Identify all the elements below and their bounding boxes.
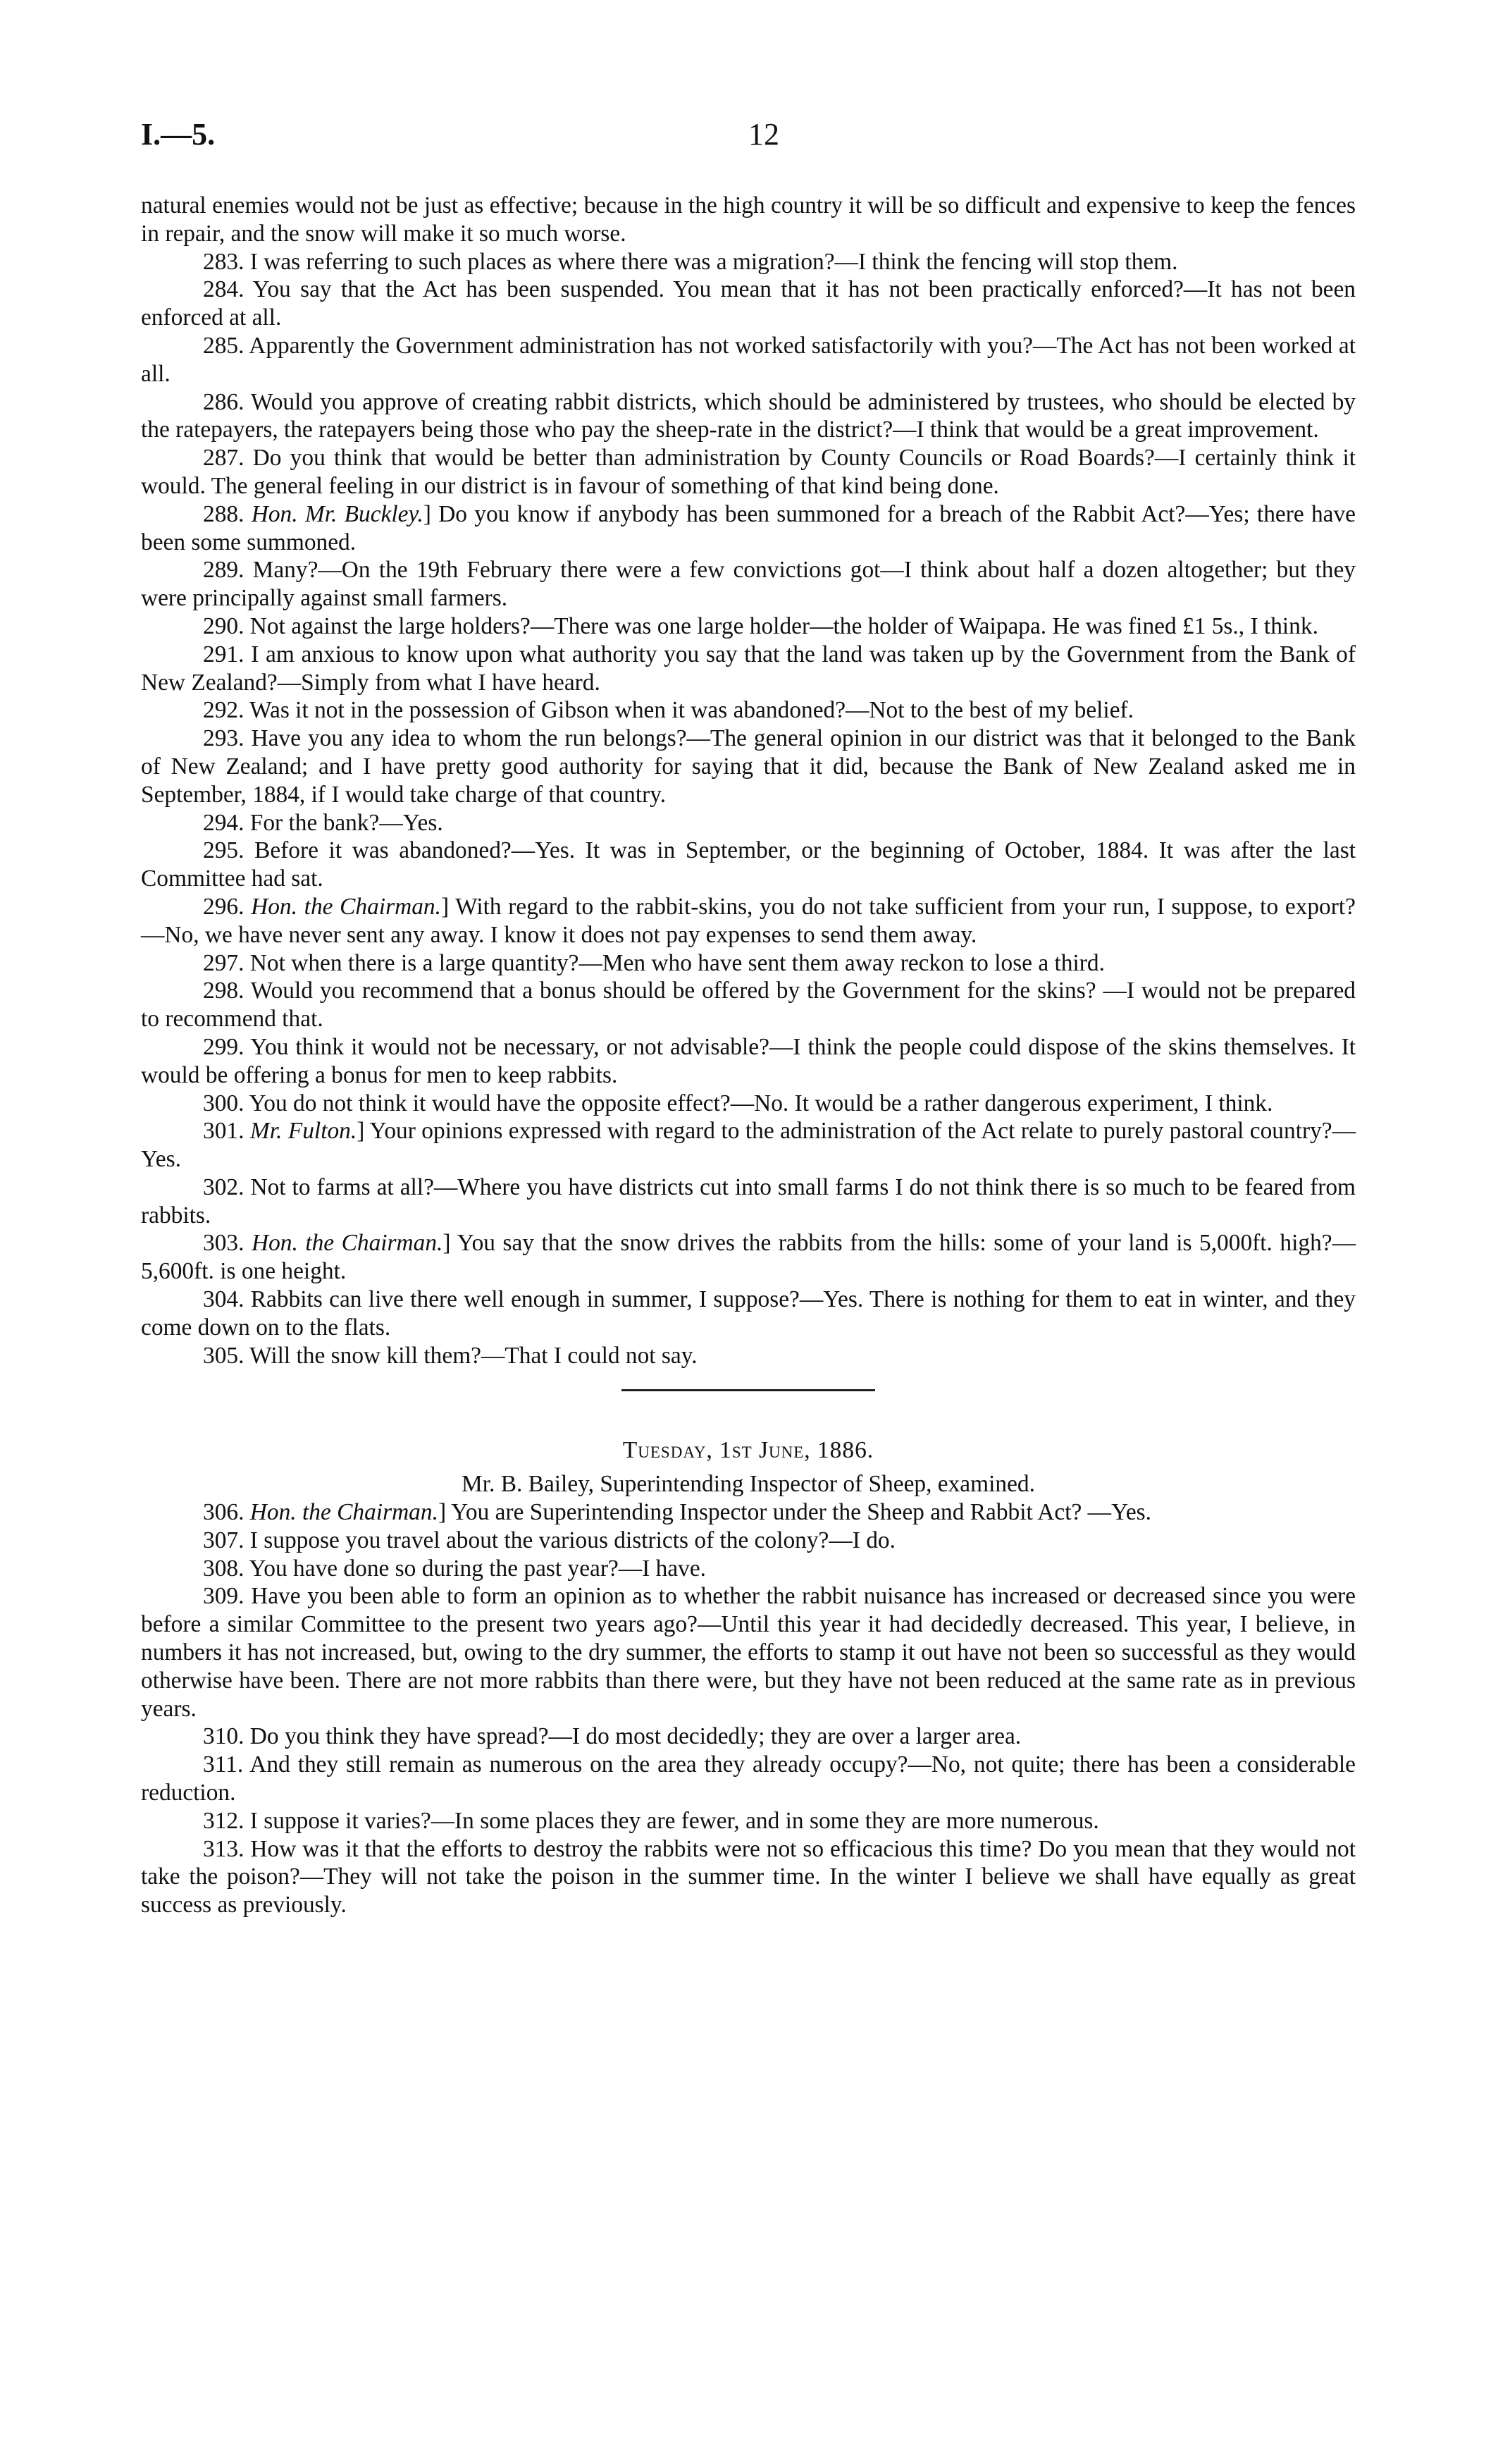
question-text: ] You say that the snow drives the rabbits from the hills: some of your land is 5,000ft. high?—5,600ft. is one height. (141, 1230, 1356, 1285)
page-header (0, 116, 1498, 159)
speaker-name: Hon. the Chairman. (251, 1230, 443, 1257)
question-297: 297. Not when there is a large quantity?—Men who have sent them away reckon to lose a third. (203, 949, 1105, 976)
session-date: Tuesday, 1st June, 1886. (622, 1437, 874, 1464)
question-308: 308. You have done so during the past year?—I have. (203, 1555, 707, 1582)
question-310: 310. Do you think they have spread?—I do most decidedly; they are over a larger area. (203, 1723, 1022, 1750)
question-number: 303. (203, 1230, 244, 1257)
question-number: 288. (203, 500, 244, 527)
question-290: 290. Not against the large holders?—There was one large holder—the holder of Waipapa. He was fined £1 5s., I think. (203, 612, 1318, 639)
speaker-name: Hon. Mr. Buckley. (251, 500, 423, 527)
speaker-name: Mr. Fulton. (249, 1118, 357, 1145)
question-302: 302. Not to farms at all?—Where you have districts cut into small farms I do not think there is so much to be feared from rabbits. (141, 1174, 1356, 1228)
question-296 (141, 893, 1356, 949)
question-313: 313. How was it that the efforts to destroy the rabbits were not so efficacious this time? Do you mean that they would not take the poison?—They will not take the poison in the summer time. In the winter I believe we shall have equally as great success as previously. (141, 1835, 1356, 1918)
question-309: 309. Have you been able to form an opinion as to whether the rabbit nuisance has increased or decreased since you were before a similar Committee to the present two years ago?—Until this year it had decidedly decreased. This year, I believe, in numbers it has not increased, but, owing to the dry summer, the efforts to stamp it out have not been so successful as they would otherwise have been. There are not more rabbits than there were, but they have not been reduced at the same rate as in previous years. (141, 1583, 1356, 1722)
document-body (141, 192, 1356, 1919)
question-307: 307. I suppose you travel about the various districts of the colony?—I do. (203, 1527, 896, 1553)
question-292: 292. Was it not in the possession of Gibson when it was abandoned?—Not to the best of my belief. (203, 697, 1134, 724)
speaker-name: Hon. the Chairman. (251, 893, 441, 920)
question-298: 298. Would you recommend that a bonus should be offered by the Government for the skins? —I would not be prepared to recommend that. (141, 978, 1356, 1033)
witness-heading: Mr. B. Bailey, Superintending Inspector of Sheep, examined. (462, 1471, 1035, 1498)
question-306 (141, 1498, 1356, 1527)
question-283: 283. I was referring to such places as where there was a migration?—I think the fencing will stop them. (203, 248, 1178, 275)
question-text: ] Do you know if anybody has been summoned for a breach of the Rabbit Act?—Yes; there have been some summoned. (141, 500, 1356, 555)
question-text: ] With regard to the rabbit-skins, you do not take sufficient from your run, I suppose, to export?—No, we have never sent any away. I know it does not pay expenses to send them away. (141, 893, 1356, 948)
document-reference: I.—5. (141, 117, 216, 152)
question-305: 305. Will the snow kill them?—That I could not say. (203, 1342, 698, 1369)
question-284: 284. You say that the Act has been suspended. You mean that it has not been practically enforced?—It has not been enforced at all. (141, 276, 1356, 331)
question-300: 300. You do not think it would have the opposite effect?—No. It would be a rather dangerous experiment, I think. (203, 1090, 1273, 1116)
question-text: ] You are Superintending Inspector under the Sheep and Rabbit Act? —Yes. (438, 1499, 1152, 1526)
question-293: 293. Have you any idea to whom the run belongs?—The general opinion in our district was that it belonged to the Bank of New Zealand; and I have pretty good authority for saying that it did, because the Bank of New Zealand asked me in September, 1884, if I would take charge of that country. (141, 725, 1356, 808)
question-number: 306. (203, 1499, 244, 1526)
question-number: 296. (203, 893, 244, 920)
paragraph-continuation: natural enemies would not be just as effective; because in the high country it will be so difficult and expensive to keep the fences in repair, and the snow will make it so much worse. (141, 192, 1356, 247)
question-number: 301. (203, 1118, 244, 1145)
question-301 (141, 1117, 1356, 1174)
question-285: 285. Apparently the Government administration has not worked satisfactorily with you?—The Act has not been worked at all. (141, 332, 1356, 387)
question-text: ] Your opinions expressed with regard to the administration of the Act relate to purely pastoral country?—Yes. (141, 1118, 1356, 1173)
question-312: 312. I suppose it varies?—In some places they are fewer, and in some they are more numerous. (203, 1807, 1099, 1834)
question-299: 299. You think it would not be necessary, or not advisable?—I think the people could dispose of the skins themselves. It would be offering a bonus for men to keep rabbits. (141, 1033, 1356, 1088)
question-286: 286. Would you approve of creating rabbit districts, which should be administered by trustees, who should be elected by the ratepayers, the ratepayers being those who pay the sheep-rate in the district?—I think that would be a great improvement. (141, 388, 1356, 443)
question-295: 295. Before it was abandoned?—Yes. It was in September, or the beginning of October, 1884. It was after the last Committee had sat. (141, 837, 1356, 892)
page-number: 12 (748, 117, 779, 152)
question-288 (141, 500, 1356, 557)
question-304: 304. Rabbits can live there well enough in summer, I suppose?—Yes. There is nothing for them to eat in winter, and they come down on to the flats. (141, 1286, 1356, 1341)
question-294: 294. For the bank?—Yes. (203, 809, 443, 836)
speaker-name: Hon. the Chairman. (249, 1499, 438, 1526)
question-287: 287. Do you think that would be better than administration by County Councils or Road Boards?—I certainly think it would. The general feeling in our district is in favour of something of that kind being done. (141, 445, 1356, 499)
question-311: 311. And they still remain as numerous on the area they already occupy?—No, not quite; there has been a considerable reduction. (141, 1751, 1356, 1806)
question-291: 291. I am anxious to know upon what authority you say that the land was taken up by the Government from the Bank of New Zealand?—Simply from what I have heard. (141, 641, 1356, 696)
question-303 (141, 1229, 1356, 1286)
section-divider (621, 1389, 875, 1391)
question-289: 289. Many?—On the 19th February there were a few convictions got—I think about half a dozen altogether; but they were principally against small farmers. (141, 557, 1356, 612)
